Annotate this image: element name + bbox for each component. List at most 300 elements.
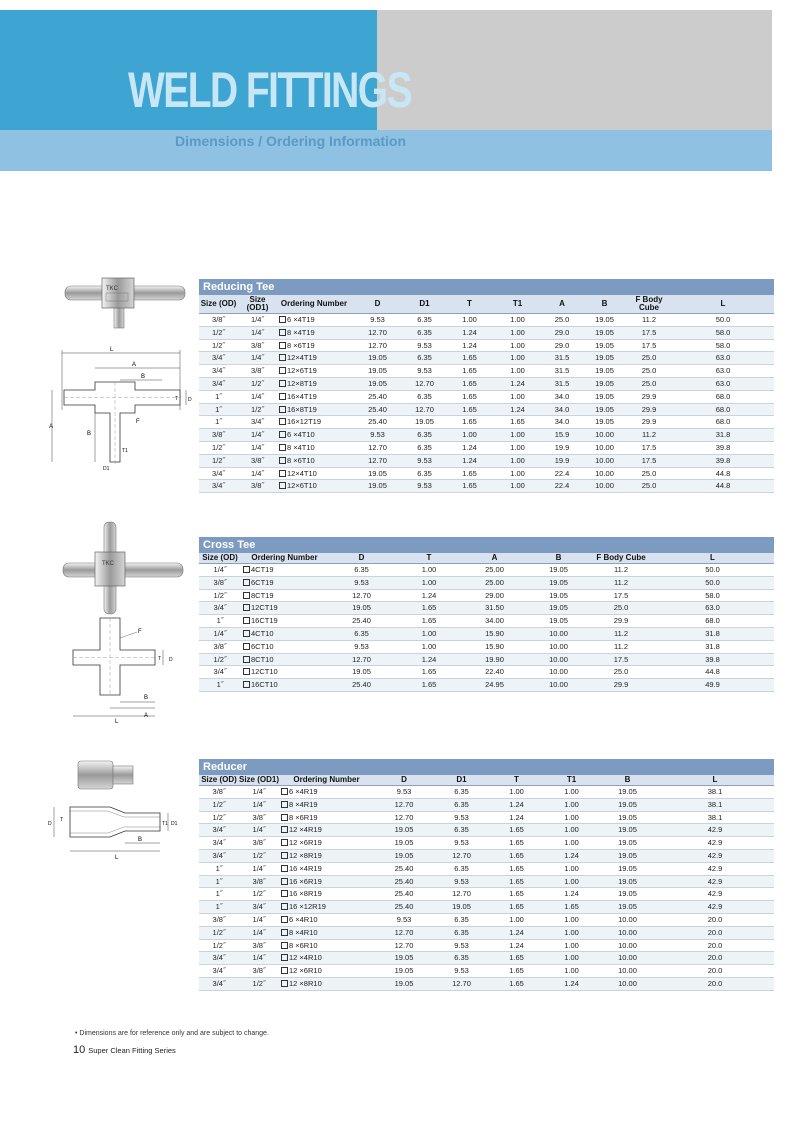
ordering-number-cell [277,390,351,403]
table-cell: 1.65 [489,837,544,850]
table-cell: 20.0 [656,952,774,965]
ordering-number: 16×12T19 [287,417,321,427]
ordering-number-cell [279,888,374,901]
table-cell: 1/2˝ [199,926,239,939]
table-cell: 12.70 [351,441,404,454]
table-cell: 22.40 [463,666,526,679]
table-cell: 19.05 [404,416,445,429]
table-cell: 1.24 [494,403,541,416]
table-cell: 19.05 [526,564,591,577]
table-cell: 6.35 [434,798,489,811]
checkbox-square-icon [279,457,286,464]
checkbox-square-icon [281,980,288,987]
table-cell: 19.05 [583,339,626,352]
table-cell: 3/8˝ [239,965,279,978]
checkbox-square-icon [281,814,288,821]
table-cell: 1.24 [489,811,544,824]
table-row [199,441,774,454]
dim-label-a: A [132,362,137,368]
ordering-number: 12 ×4R19 [289,825,322,835]
checkbox-square-icon [279,406,286,413]
table-cell: 25.0 [591,602,651,615]
table-cell: 3/4˝ [199,480,238,493]
table-cell: 12.70 [328,589,395,602]
checkbox-square-icon [281,954,288,961]
table-row [199,901,774,914]
table-cell: 12.70 [351,454,404,467]
table-cell: 1.65 [489,875,544,888]
table-cell: 3/8˝ [199,429,238,442]
table-cell: 58.0 [672,326,774,339]
table-cell: 19.05 [583,352,626,365]
table-cell: 1/2˝ [199,653,241,666]
table-cell: 6.35 [404,314,445,327]
table-cell: 1.65 [395,602,463,615]
ordering-number-cell [277,377,351,390]
ordering-number-cell [279,939,374,952]
table-cell: 63.0 [672,377,774,390]
table-cell: 38.1 [656,798,774,811]
table-cell: 1.24 [489,798,544,811]
ordering-number: 8 ×4T10 [287,442,315,452]
table-cell: 1.65 [445,390,494,403]
table-cell: 1˝ [199,888,239,901]
table-cell: 6.35 [434,913,489,926]
series-name: Super Clean Fitting Series [88,1046,176,1055]
table-cell: 25.40 [374,875,434,888]
ordering-number: 12×6T19 [287,366,317,376]
table-cell: 1/4˝ [238,314,277,327]
table-row [199,640,774,653]
table-cell: 1.00 [494,314,541,327]
table-cell: 1˝ [199,615,241,628]
table-cell: 1.00 [544,875,599,888]
table-cell: 50.0 [672,314,774,327]
table-cell: 1.00 [544,952,599,965]
ordering-number-cell [277,314,351,327]
reducing-tee-header-5: T [445,295,494,314]
page-subtitle: Dimensions / Ordering Information [175,133,407,149]
checkbox-square-icon [281,967,288,974]
ordering-number-cell [241,564,328,577]
table-cell: 19.05 [599,875,656,888]
table-cell: 9.53 [434,837,489,850]
table-cell: 19.05 [583,390,626,403]
table-cell: 1.24 [544,888,599,901]
table-cell: 19.05 [526,589,591,602]
table-row [199,952,774,965]
table-cell: 3/4˝ [238,416,277,429]
table-cell: 1.00 [544,965,599,978]
table-cell: 19.9 [541,441,583,454]
table-row [199,467,774,480]
checkbox-square-icon [281,865,288,872]
table-cell: 10.00 [599,926,656,939]
reducer-header-3: D [374,775,434,786]
cross-tee-header-3: T [395,553,463,564]
table-cell: 19.05 [599,837,656,850]
dim-label-t-side: T [175,396,179,402]
checkbox-square-icon [281,801,288,808]
table-cell: 19.05 [583,377,626,390]
table-row [199,377,774,390]
table-cell: 12.70 [351,326,404,339]
table-cell: 68.0 [651,615,774,628]
dim-label-f: F [136,419,140,425]
cross-tee-title: Cross Tee [199,537,774,553]
table-cell: 1/2˝ [199,798,239,811]
table-cell: 1˝ [199,875,239,888]
dim-label-b-vertical: B [87,431,92,437]
table-cell: 42.9 [656,901,774,914]
table-cell: 6.35 [328,627,395,640]
table-cell: 25.0 [626,377,672,390]
table-cell: 1.65 [489,888,544,901]
table-cell: 3/4˝ [239,901,279,914]
table-cell: 34.0 [541,416,583,429]
cross-dim-label-a: A [144,713,149,719]
ordering-number-cell [241,602,328,615]
table-cell: 1.65 [489,965,544,978]
table-cell: 1.24 [395,653,463,666]
table-cell: 1.65 [489,977,544,990]
ordering-number-cell [279,862,374,875]
table-cell: 1/4˝ [239,862,279,875]
table-cell: 1.24 [445,339,494,352]
table-cell: 9.53 [434,939,489,952]
ordering-number: 6CT19 [251,577,274,587]
table-cell: 63.0 [651,602,774,615]
table-cell: 12.70 [374,811,434,824]
table-cell: 1.65 [494,416,541,429]
table-row [199,627,774,640]
table-cell: 19.05 [526,602,591,615]
table-cell: 20.0 [656,965,774,978]
ordering-number: 12 ×4R10 [289,953,322,963]
table-cell: 31.8 [672,429,774,442]
ordering-number-cell [279,875,374,888]
reducer-figure [40,755,190,865]
table-cell: 19.05 [328,666,395,679]
checkbox-square-icon [243,592,250,599]
checkbox-square-icon [279,431,286,438]
table-cell: 9.53 [434,811,489,824]
ordering-number: 12 ×6R10 [289,966,322,976]
reducing-tee-header-1: Size (OD1) [238,295,277,314]
cross-tee-section [199,537,774,692]
reducing-tee-table [199,295,774,493]
table-cell: 1.65 [544,901,599,914]
table-cell: 42.9 [656,824,774,837]
reducer-header-7: B [599,775,656,786]
table-cell: 3/8˝ [199,913,239,926]
checkbox-square-icon [281,826,288,833]
checkbox-square-icon [281,878,288,885]
table-cell: 22.4 [541,467,583,480]
ordering-number: 16×4T19 [287,391,317,401]
dim-label-a-vertical: A [49,424,54,430]
ordering-number: 8 ×6T19 [287,340,315,350]
table-cell: 15.9 [541,429,583,442]
table-cell: 3/8˝ [238,339,277,352]
table-row [199,679,774,692]
ordering-number: 16 ×8R19 [289,889,322,899]
checkbox-square-icon [279,367,286,374]
ordering-number-cell [277,403,351,416]
table-cell: 29.0 [541,339,583,352]
table-cell: 25.40 [374,862,434,875]
table-cell: 1.65 [395,679,463,692]
table-cell: 17.5 [626,326,672,339]
table-cell: 1.00 [395,576,463,589]
reducing-tee-header-6: T1 [494,295,541,314]
table-cell: 1.65 [395,615,463,628]
ordering-number-cell [241,653,328,666]
header-gray-panel [377,10,772,130]
ordering-number-cell [277,339,351,352]
table-cell: 6.35 [434,862,489,875]
table-cell: 1.65 [445,377,494,390]
ordering-number: 12CT10 [251,667,278,677]
table-cell: 25.00 [463,576,526,589]
cross-tee-header-0: Size (OD) [199,553,241,564]
table-cell: 34.0 [541,390,583,403]
table-cell: 3/8˝ [199,640,241,653]
reducing-tee-title: Reducing Tee [199,279,774,295]
table-cell: 1.00 [544,862,599,875]
table-cell: 19.05 [374,824,434,837]
cross-tee-header-7: L [651,553,774,564]
table-cell: 1/4˝ [238,390,277,403]
table-cell: 1.00 [544,837,599,850]
table-cell: 44.8 [672,467,774,480]
table-cell: 19.05 [526,615,591,628]
table-cell: 31.5 [541,377,583,390]
table-cell: 19.05 [599,786,656,799]
table-row [199,888,774,901]
table-cell: 25.00 [463,564,526,577]
ordering-number-cell [279,837,374,850]
table-cell: 12.70 [351,339,404,352]
table-cell: 3/4˝ [199,377,238,390]
reducer-title: Reducer [199,759,774,775]
table-cell: 1.65 [445,352,494,365]
table-cell: 19.05 [526,576,591,589]
table-cell: 3/4˝ [199,602,241,615]
table-cell: 25.40 [328,679,395,692]
table-cell: 58.0 [651,589,774,602]
table-cell: 17.5 [591,653,651,666]
table-cell: 1.65 [489,901,544,914]
table-row [199,589,774,602]
ordering-number-cell [277,326,351,339]
ordering-number: 8 ×6R19 [289,812,318,822]
table-cell: 1/2˝ [199,454,238,467]
table-cell: 10.00 [583,429,626,442]
ordering-number-cell [277,352,351,365]
table-cell: 24.95 [463,679,526,692]
ordering-number-cell [279,798,374,811]
ordering-number-cell [279,926,374,939]
table-cell: 1/2˝ [238,403,277,416]
checkbox-square-icon [243,617,250,624]
table-cell: 31.5 [541,352,583,365]
table-cell: 39.8 [672,454,774,467]
ordering-number-cell [241,640,328,653]
table-cell: 42.9 [656,875,774,888]
table-cell: 3/4˝ [199,965,239,978]
table-cell: 15.90 [463,640,526,653]
table-cell: 1/2˝ [239,977,279,990]
table-cell: 20.0 [656,977,774,990]
table-cell: 1.00 [544,811,599,824]
ordering-number-cell [279,786,374,799]
ordering-number: 8 ×6R10 [289,940,318,950]
table-cell: 1.00 [494,429,541,442]
table-cell: 19.9 [541,454,583,467]
dim-label-b: B [141,374,146,380]
table-row [199,352,774,365]
table-cell: 6.35 [434,926,489,939]
table-cell: 1.65 [445,365,494,378]
ordering-number-cell [277,441,351,454]
ordering-number: 16 ×6R19 [289,876,322,886]
table-cell: 68.0 [672,403,774,416]
table-cell: 25.0 [541,314,583,327]
table-cell: 19.05 [374,965,434,978]
ordering-number: 4CT10 [251,628,274,638]
checkbox-square-icon [243,566,250,573]
reducing-tee-header-7: A [541,295,583,314]
table-row [199,811,774,824]
table-row [199,365,774,378]
table-cell: 1.00 [494,352,541,365]
table-cell: 38.1 [656,811,774,824]
table-cell: 31.8 [651,640,774,653]
table-cell: 10.00 [526,627,591,640]
table-cell: 39.8 [672,441,774,454]
table-cell: 31.5 [541,365,583,378]
cross-dim-label-d: D [169,657,173,663]
table-cell: 1/2˝ [199,326,238,339]
table-cell: 50.0 [651,564,774,577]
table-cell: 9.53 [404,454,445,467]
ordering-number-cell [279,952,374,965]
table-cell: 25.40 [374,888,434,901]
table-cell: 12.70 [404,403,445,416]
table-cell: 10.00 [526,666,591,679]
table-cell: 63.0 [672,352,774,365]
table-row [199,939,774,952]
checkbox-square-icon [281,839,288,846]
reducing-tee-header-0: Size (OD) [199,295,238,314]
table-cell: 1/4˝ [239,926,279,939]
reducing-tee-figure [40,270,195,475]
table-cell: 1/4˝ [238,326,277,339]
ordering-number: 16CT10 [251,680,278,690]
cross-tee-figure [45,520,195,725]
table-cell: 19.05 [351,467,404,480]
table-cell: 1.00 [494,339,541,352]
table-cell: 25.0 [626,365,672,378]
table-cell: 1/4˝ [238,441,277,454]
checkbox-square-icon [281,942,288,949]
table-cell: 20.0 [656,939,774,952]
checkbox-square-icon [279,470,286,477]
table-cell: 1/2˝ [199,441,238,454]
table-cell: 3/8˝ [238,454,277,467]
ordering-number-cell [279,849,374,862]
table-cell: 12.70 [328,653,395,666]
table-cell: 1˝ [199,390,238,403]
table-row [199,602,774,615]
table-cell: 3/8˝ [238,365,277,378]
table-cell: 6.35 [434,786,489,799]
dim-label-d1: D1 [103,466,110,472]
table-cell: 11.2 [626,429,672,442]
table-cell: 44.8 [672,480,774,493]
table-cell: 3/8˝ [199,786,239,799]
ordering-number-cell [279,965,374,978]
ordering-number: 12×6T10 [287,481,317,491]
table-cell: 3/8˝ [239,837,279,850]
checkbox-square-icon [279,329,286,336]
cross-dim-label-b: B [144,695,149,701]
reducing-tee-header-10: L [672,295,774,314]
reducer-header-1: Size (OD1) [239,775,280,784]
table-cell: 19.05 [583,326,626,339]
page-footer [73,1044,176,1056]
checkbox-square-icon [279,342,286,349]
table-cell: 9.53 [351,314,404,327]
table-cell: 3/8˝ [199,576,241,589]
table-row [199,326,774,339]
table-cell: 42.9 [656,862,774,875]
table-cell: 25.40 [351,416,404,429]
table-cell: 1.65 [489,824,544,837]
checkbox-square-icon [281,890,288,897]
table-cell: 19.05 [599,849,656,862]
table-cell: 3/4˝ [199,952,239,965]
dim-label-d: D [188,397,192,403]
ordering-number-cell [241,589,328,602]
table-cell: 11.2 [591,640,651,653]
ordering-number-cell [241,679,328,692]
table-cell: 19.05 [583,314,626,327]
table-cell: 6.35 [404,390,445,403]
table-cell: 12.70 [374,939,434,952]
ordering-number: 16 ×4R19 [289,863,322,873]
table-cell: 25.40 [374,901,434,914]
table-cell: 10.00 [526,653,591,666]
table-cell: 19.05 [583,416,626,429]
table-row [199,837,774,850]
table-cell: 6.35 [404,441,445,454]
table-cell: 1.00 [544,798,599,811]
table-cell: 38.1 [656,786,774,799]
table-cell: 3/8˝ [199,314,238,327]
cross-tee-header-2: D [328,553,395,564]
table-cell: 1/2˝ [239,849,279,862]
table-cell: 1.00 [544,786,599,799]
table-cell: 29.0 [541,326,583,339]
table-row [199,653,774,666]
table-cell: 1.00 [494,365,541,378]
table-cell: 1.00 [494,390,541,403]
reducer-dim-label-t1: T1 [162,821,168,827]
table-cell: 25.0 [626,352,672,365]
table-cell: 1/4˝ [239,786,279,799]
